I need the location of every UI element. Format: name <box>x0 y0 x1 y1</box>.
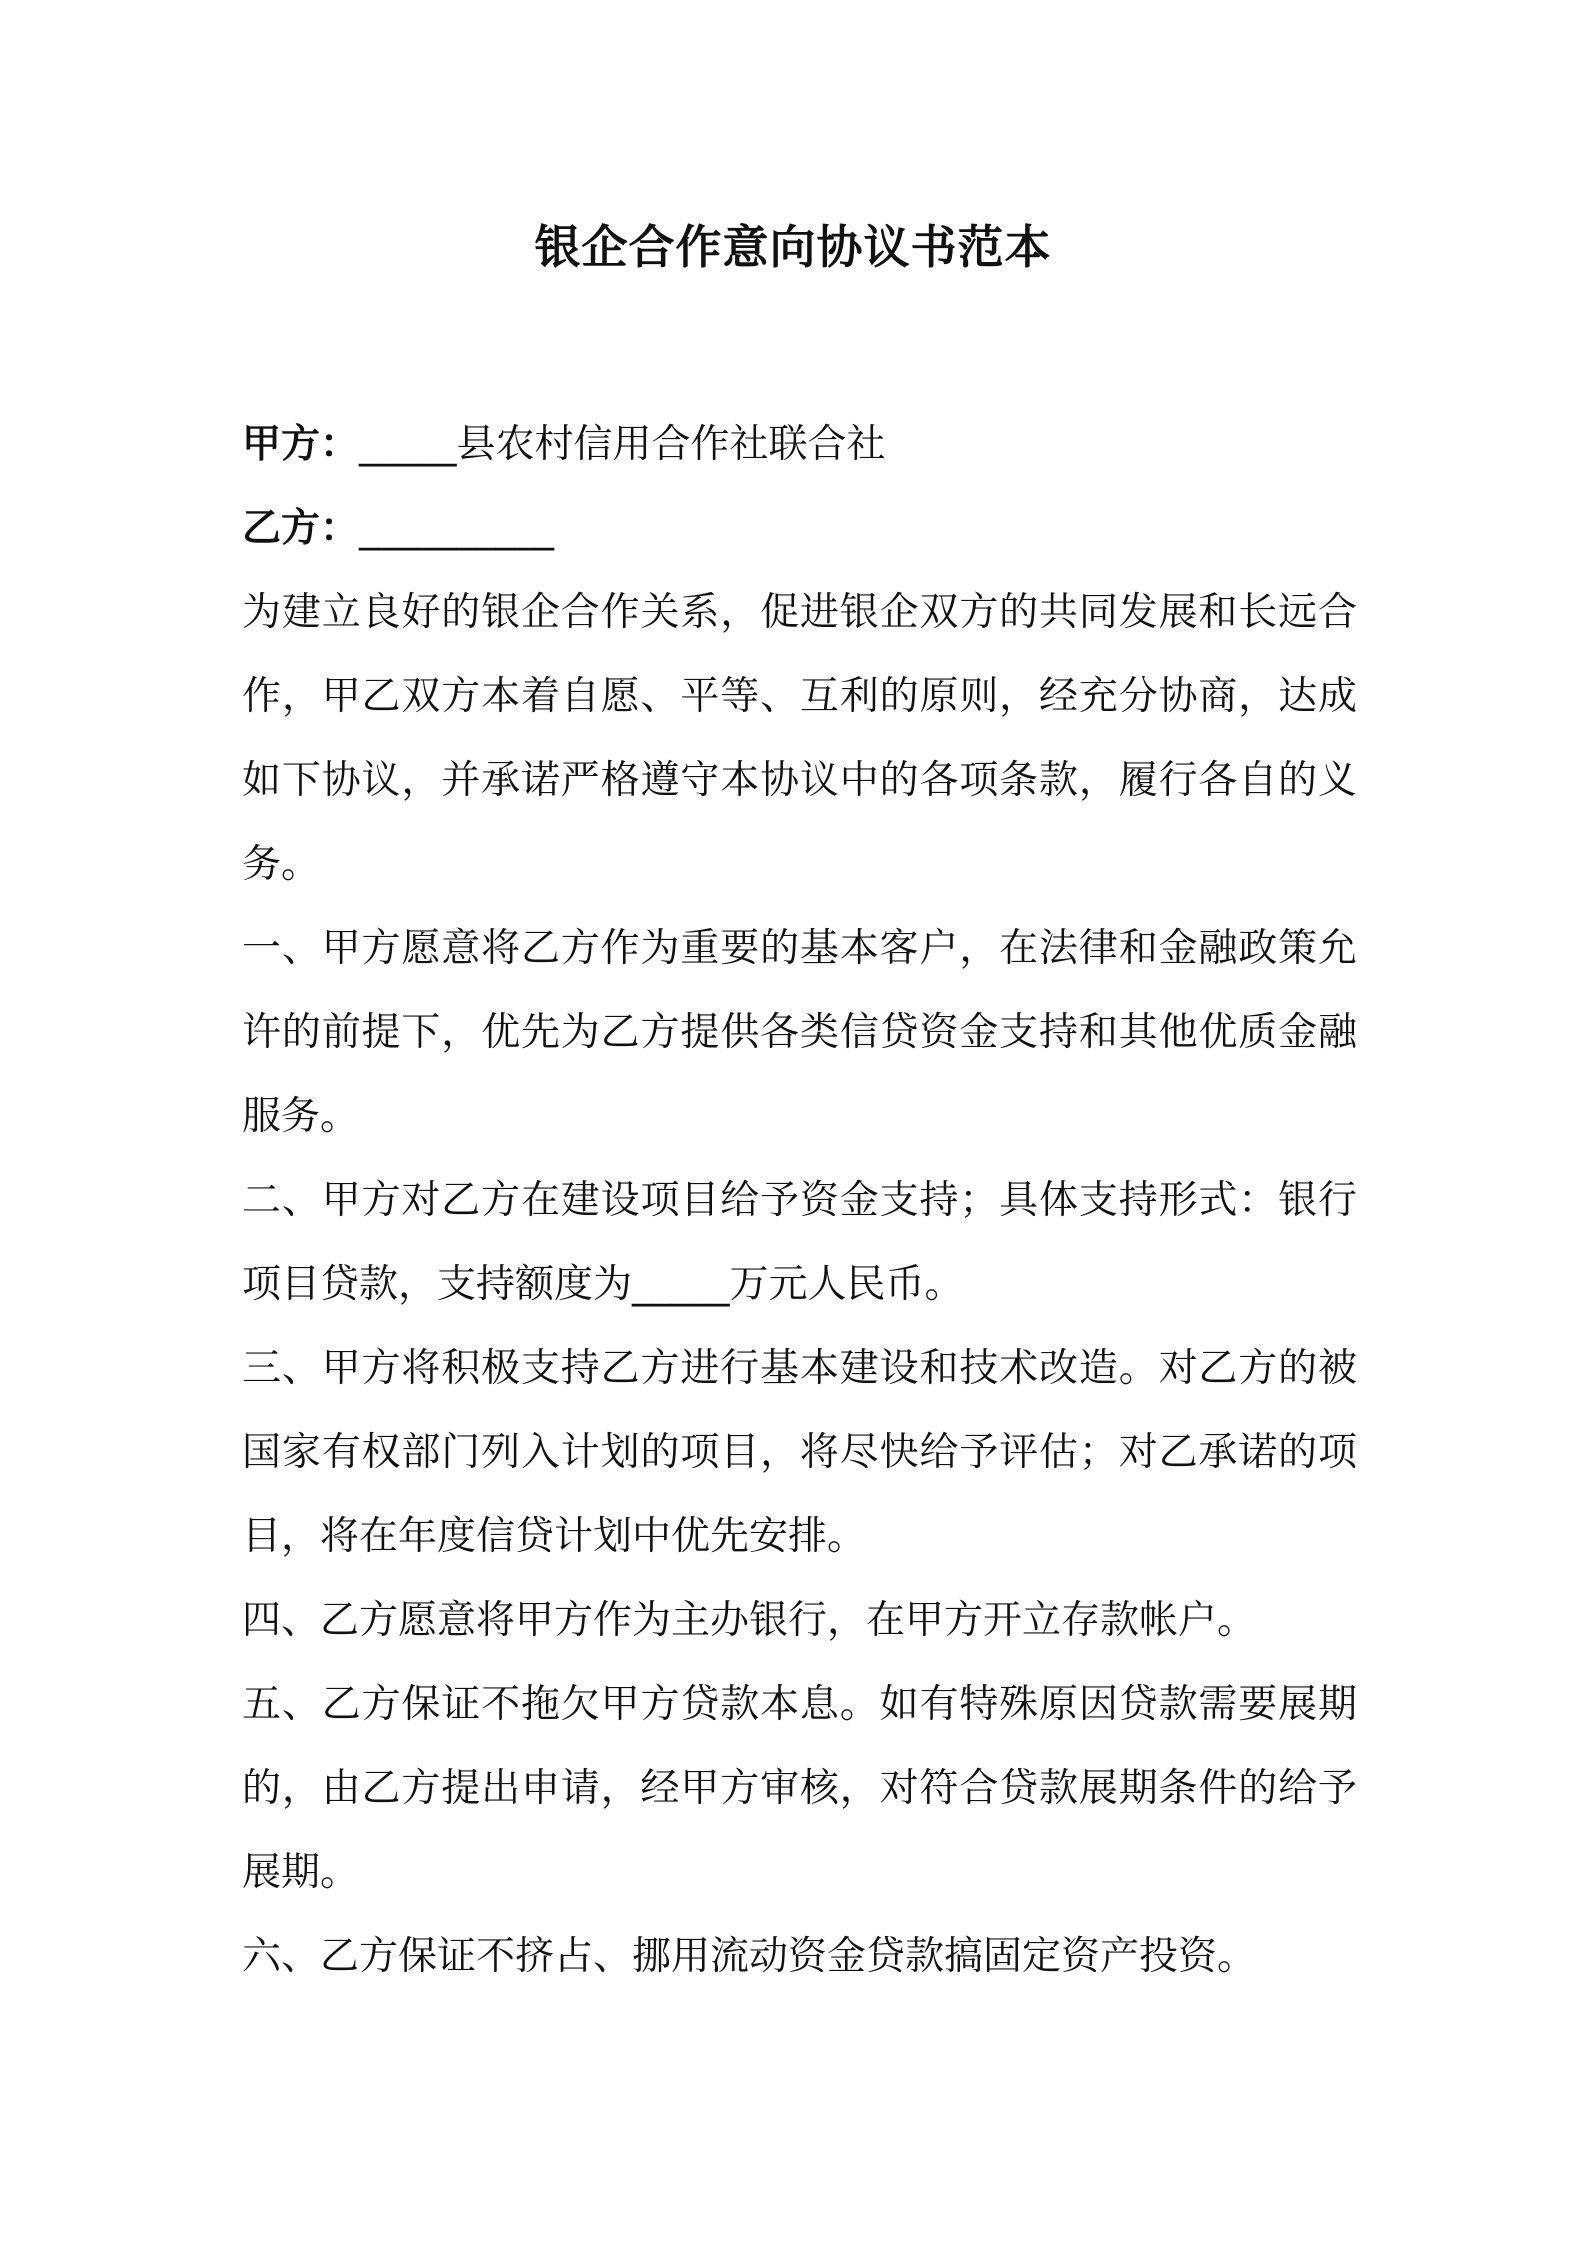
clause-2: 二、甲方对乙方在建设项目给予资金支持；具体支持形式：银行项目贷款，支持额度为_____万元人民币。 <box>242 1178 1357 1307</box>
party-a-value: _____县农村信用合作社联合社 <box>359 422 886 467</box>
clause-4: 四、乙方愿意将甲方作为主办银行，在甲方开立存款帐户。 <box>242 1598 1257 1643</box>
party-b-line <box>242 487 1357 571</box>
clause-5: 五、乙方保证不拖欠甲方贷款本息。如有特殊原因贷款需要展期的，由乙方提出申请，经甲方审核，对符合贷款展期条件的给予展期。 <box>242 1682 1357 1895</box>
clause-3: 三、甲方将积极支持乙方进行基本建设和技术改造。对乙方的被国家有权部门列入计划的项目，将尽快给予评估；对乙承诺的项目，将在年度信贷计划中优先安排。 <box>242 1346 1357 1559</box>
party-b-value: __________ <box>359 506 555 551</box>
document-title: 银企合作意向协议书范本 <box>534 220 1052 274</box>
party-a-line <box>242 403 1357 487</box>
party-a-label: 甲方： <box>242 422 360 467</box>
preamble-paragraph: 为建立良好的银企合作关系，促进银企双方的共同发展和长远合作，甲乙双方本着自愿、平等、互利的原则，经充分协商，达成如下协议，并承诺严格遵守本协议中的各项条款，履行各自的义务。 <box>242 590 1357 887</box>
clause-1: 一、甲方愿意将乙方作为重要的基本客户，在法律和金融政策允许的前提下，优先为乙方提供各类信贷资金支持和其他优质金融服务。 <box>242 926 1357 1139</box>
party-b-label: 乙方： <box>242 506 360 551</box>
document-body <box>242 403 1357 1999</box>
clause-6: 六、乙方保证不挤占、挪用流动资金贷款搞固定资产投资。 <box>242 1934 1257 1979</box>
